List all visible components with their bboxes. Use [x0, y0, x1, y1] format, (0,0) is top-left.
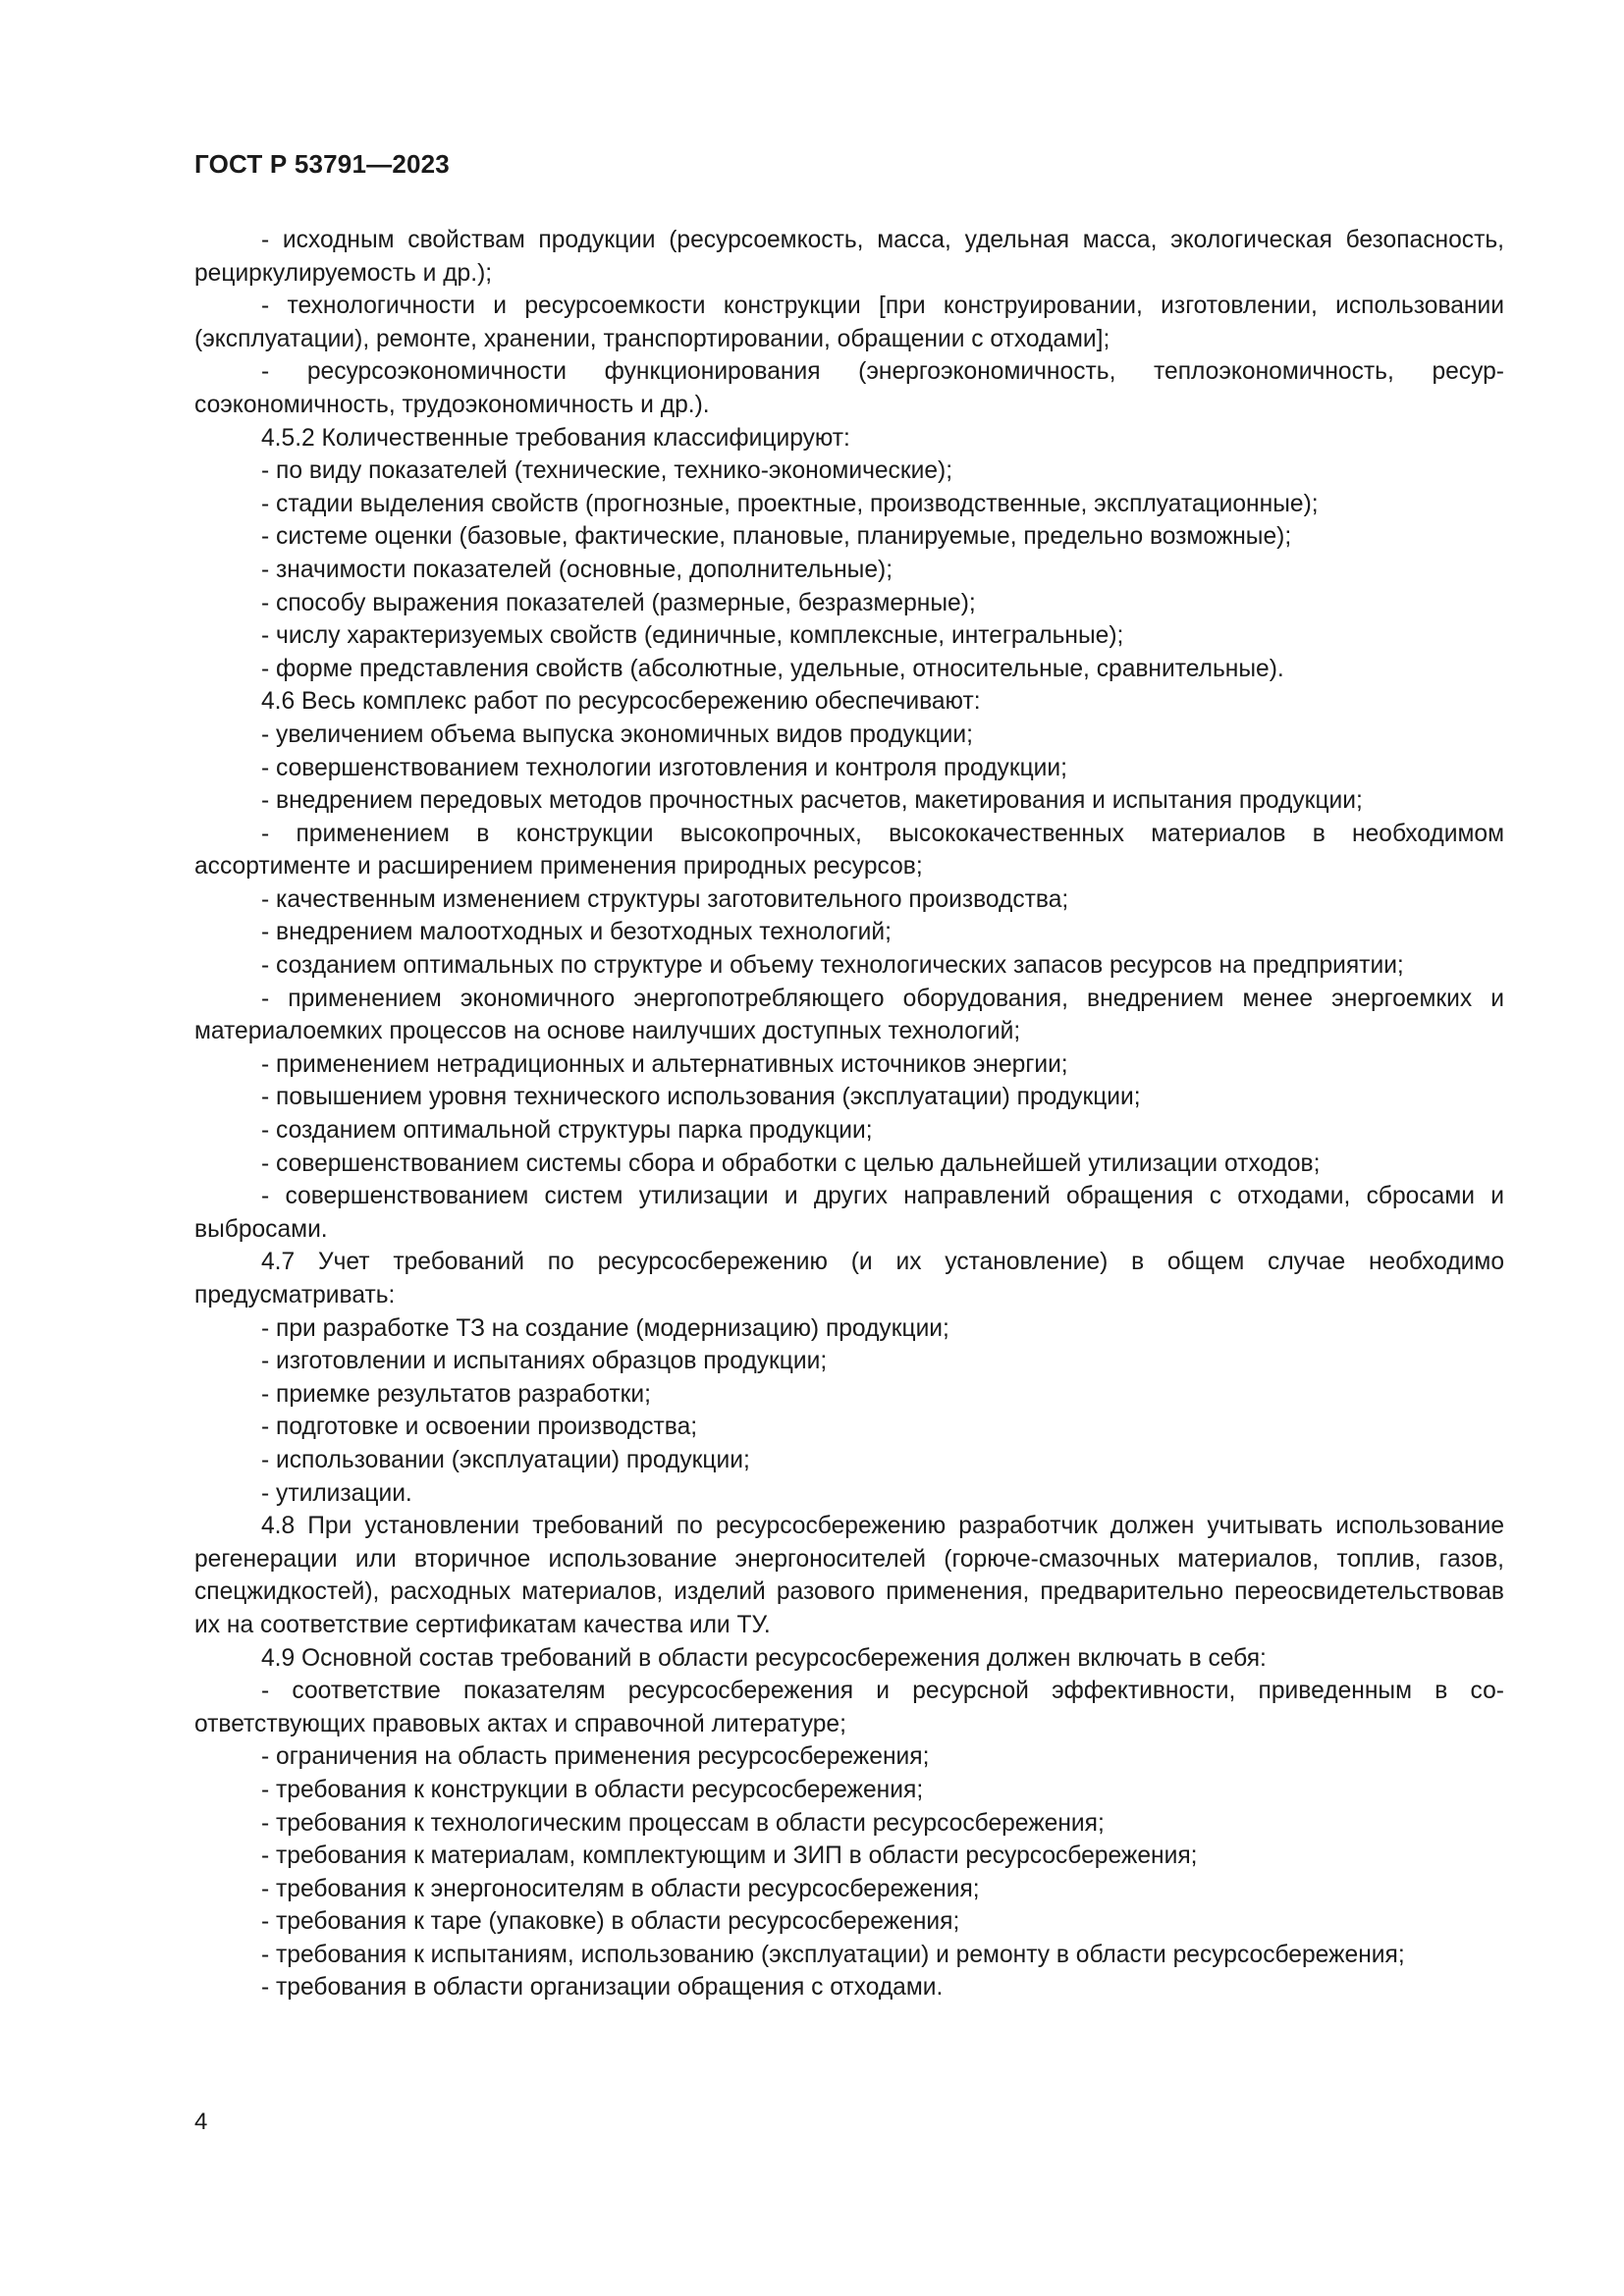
- paragraph: 4.5.2 Количественные требования классифицируют:: [261, 424, 850, 452]
- document-code-header: ГОСТ Р 53791—2023: [194, 149, 450, 179]
- paragraph: 4.9 Основной состав требований в области ресурсосбережения должен включать в себя:: [261, 1644, 1267, 1672]
- paragraph: - качественным изменением структуры заготовительного производства;: [261, 885, 1069, 913]
- paragraph: - системе оценки (базовые, фактические, плановые, планируемые, предельно возможные);: [261, 523, 1292, 551]
- paragraph: - приемке результатов разработки;: [261, 1380, 651, 1408]
- paragraph: - при разработке ТЗ на создание (модернизацию) продукции;: [261, 1314, 949, 1342]
- paragraph: - требования к энергоносителям в области ресурсосбережения;: [261, 1875, 980, 1902]
- paragraph: - совершенствованием технологии изготовления и контроля продукции;: [261, 754, 1067, 781]
- paragraph: - применением экономичного энергопотребляющего оборудования, внедрением менее энергоемких и материалоемких процессов на основе наилучших доступных технологий;: [194, 985, 1504, 1045]
- paragraph: - внедрением малоотходных и безотходных технологий;: [261, 919, 892, 946]
- paragraph: - изготовлении и испытаниях образцов продукции;: [261, 1348, 828, 1375]
- paragraph: 4.7 Учет требований по ресурсосбережению (и их установление) в общем случае необходимо предусматривать:: [194, 1249, 1504, 1308]
- paragraph: 4.8 При установлении требований по ресурсосбережению разработчик должен учитывать использование регенерации или вторичное использование энергоносителей (горюче-смазочных материалов, топлив, газов, спецжидкостей), расходных материалов, изделий разового применения, предварительно переосвидетельствовав их на соответствие сертификатам качества или ТУ.: [194, 1513, 1504, 1638]
- paragraph: - по виду показателей (технические, технико-экономические);: [261, 457, 953, 485]
- paragraph: - соответствие показателям ресурсосбережения и ресурсной эффективности, приведенным в соответствующих правовых актах и справочной литературе;: [194, 1678, 1504, 1737]
- paragraph: - числу характеризуемых свойств (единичные, комплексные, интегральные);: [261, 622, 1124, 650]
- paragraph: - технологичности и ресурсоемкости конструкции [при конструировании, изготовлении, использовании (эксплуатации), ремонте, хранении, транспортировании, обращении с отходами];: [194, 293, 1504, 352]
- page-number: 4: [194, 2109, 208, 2135]
- paragraph: - использовании (эксплуатации) продукции;: [261, 1446, 750, 1473]
- paragraph: - требования в области организации обращения с отходами.: [261, 1974, 944, 2002]
- paragraph: - увеличением объема выпуска экономичных видов продукции;: [261, 721, 973, 748]
- paragraph: - способу выражения показателей (размерные, безразмерные);: [261, 589, 976, 616]
- document-body: [194, 224, 1504, 2004]
- paragraph: - совершенствованием системы сбора и обработки с целью дальнейшей утилизации отходов;: [261, 1149, 1321, 1177]
- paragraph: - внедрением передовых методов прочностных расчетов, макетирования и испытания продукции;: [261, 787, 1363, 815]
- paragraph: - совершенствованием систем утилизации и других направлений обращения с отходами, сбросами и выбросами.: [194, 1183, 1504, 1243]
- paragraph: - значимости показателей (основные, дополнительные);: [261, 556, 893, 583]
- paragraph: - исходным свойствам продукции (ресурсоемкость, масса, удельная масса, экологическая безопасность, рециркулируемость и др.);: [194, 227, 1504, 287]
- paragraph: - форме представления свойств (абсолютные, удельные, относительные, сравнительные).: [261, 655, 1284, 682]
- paragraph: - ресурсоэкономичности функционирования (энергоэкономичность, теплоэкономичность, ресурсоэкономичность, трудоэкономичность и др.).: [194, 358, 1504, 418]
- paragraph: 4.6 Весь комплекс работ по ресурсосбережению обеспечивают:: [261, 688, 981, 716]
- paragraph: - утилизации.: [261, 1479, 412, 1507]
- paragraph: - требования к конструкции в области ресурсосбережения;: [261, 1776, 924, 1803]
- paragraph: - требования к материалам, комплектующим и ЗИП в области ресурсосбережения;: [261, 1842, 1198, 1870]
- paragraph: - применением в конструкции высокопрочных, высококачественных материалов в необходимом ассортименте и расширением применения природных ресурсов;: [194, 820, 1504, 881]
- paragraph: - применением нетрадиционных и альтернативных источников энергии;: [261, 1050, 1068, 1078]
- paragraph: - требования к таре (упаковке) в области ресурсосбережения;: [261, 1908, 960, 1936]
- paragraph: - созданием оптимальных по структуре и объему технологических запасов ресурсов на предприятии;: [261, 952, 1404, 980]
- paragraph: - созданием оптимальной структуры парка продукции;: [261, 1117, 873, 1145]
- paragraph: - подготовке и освоении производства;: [261, 1414, 698, 1441]
- paragraph: - ограничения на область применения ресурсосбережения;: [261, 1743, 930, 1771]
- paragraph: - требования к испытаниям, использованию (эксплуатации) и ремонту в области ресурсосбережения;: [261, 1941, 1405, 1968]
- paragraph: - повышением уровня технического использования (эксплуатации) продукции;: [261, 1084, 1141, 1111]
- paragraph: - требования к технологическим процессам в области ресурсосбережения;: [261, 1809, 1105, 1837]
- paragraph: - стадии выделения свойств (прогнозные, проектные, производственные, эксплуатационные);: [261, 490, 1319, 517]
